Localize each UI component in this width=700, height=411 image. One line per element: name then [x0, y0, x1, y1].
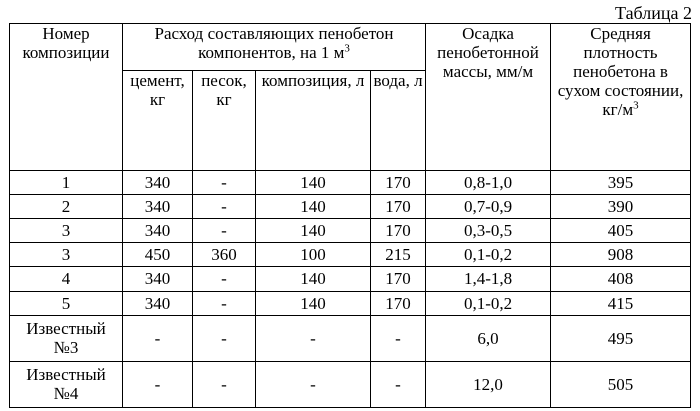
cell-density: 505 [551, 361, 691, 407]
header-components-group: Расход составляющих пенобетон компонентов, на 1 $м^3$ [123, 24, 426, 71]
cell-water: 170 [371, 170, 426, 194]
table-row [10, 170, 691, 194]
header-composition: композиция, л [256, 71, 371, 171]
cell-sand: - [193, 291, 256, 315]
cell-sand: - [193, 195, 256, 219]
header-sand: песок, кг [193, 71, 256, 171]
cell-number: 4 [10, 267, 123, 291]
cell-number: Известный №4 [10, 361, 123, 407]
table-row [10, 267, 691, 291]
cell-sand: - [193, 267, 256, 291]
header-density: Средняя плотность пенобетона в сухом состоянии, $кг/м^3$ [551, 24, 691, 171]
cell-settlement: 0,3-0,5 [426, 219, 551, 243]
cell-cement: 340 [123, 291, 193, 315]
header-row-1 [10, 24, 691, 71]
cell-composition: 140 [256, 291, 371, 315]
cell-sand: - [193, 219, 256, 243]
cell-settlement: 0,8-1,0 [426, 170, 551, 194]
cell-composition: 140 [256, 267, 371, 291]
cell-water: 215 [371, 243, 426, 267]
cell-settlement: 0,7-0,9 [426, 195, 551, 219]
cell-number: 1 [10, 170, 123, 194]
cell-cement: 340 [123, 219, 193, 243]
cell-number: Известный №3 [10, 315, 123, 361]
cell-water: 170 [371, 291, 426, 315]
table-row [10, 243, 691, 267]
cell-density: 395 [551, 170, 691, 194]
cell-composition: - [256, 361, 371, 407]
cell-water: 170 [371, 219, 426, 243]
cell-density: 408 [551, 267, 691, 291]
cell-density: 495 [551, 315, 691, 361]
cell-composition: - [256, 315, 371, 361]
cell-density: 405 [551, 219, 691, 243]
cell-composition: 140 [256, 170, 371, 194]
table-row [10, 291, 691, 315]
cell-water: 170 [371, 267, 426, 291]
header-cement: цемент, кг [123, 71, 193, 171]
cell-cement: 450 [123, 243, 193, 267]
cell-cement: 340 [123, 170, 193, 194]
header-composition-number: Номер композиции [10, 24, 123, 171]
cell-sand: - [193, 170, 256, 194]
table-row [10, 195, 691, 219]
cell-density: 908 [551, 243, 691, 267]
cell-settlement: 12,0 [426, 361, 551, 407]
cell-water: - [371, 361, 426, 407]
cell-number: 5 [10, 291, 123, 315]
cell-composition: 100 [256, 243, 371, 267]
cell-cement: 340 [123, 267, 193, 291]
cell-sand: 360 [193, 243, 256, 267]
cell-density: 415 [551, 291, 691, 315]
cell-settlement: 6,0 [426, 315, 551, 361]
cell-number: 2 [10, 195, 123, 219]
cell-water: - [371, 315, 426, 361]
header-settlement: Осадка пенобетонной массы, мм/м [426, 24, 551, 171]
cell-number: 3 [10, 243, 123, 267]
header-water: вода, л [371, 71, 426, 171]
cell-water: 170 [371, 195, 426, 219]
cell-density: 390 [551, 195, 691, 219]
cell-settlement: 1,4-1,8 [426, 267, 551, 291]
table-caption: Таблица 2 [615, 3, 692, 23]
cell-sand: - [193, 315, 256, 361]
cell-settlement: 0,1-0,2 [426, 291, 551, 315]
table-row [10, 219, 691, 243]
cell-number: 3 [10, 219, 123, 243]
cell-cement: - [123, 315, 193, 361]
table-row [10, 315, 691, 361]
cell-composition: 140 [256, 219, 371, 243]
cell-sand: - [193, 361, 256, 407]
table-row [10, 361, 691, 407]
composition-table [9, 23, 691, 408]
cell-settlement: 0,1-0,2 [426, 243, 551, 267]
cell-composition: 140 [256, 195, 371, 219]
table-body [10, 170, 691, 407]
cell-cement: - [123, 361, 193, 407]
cell-cement: 340 [123, 195, 193, 219]
